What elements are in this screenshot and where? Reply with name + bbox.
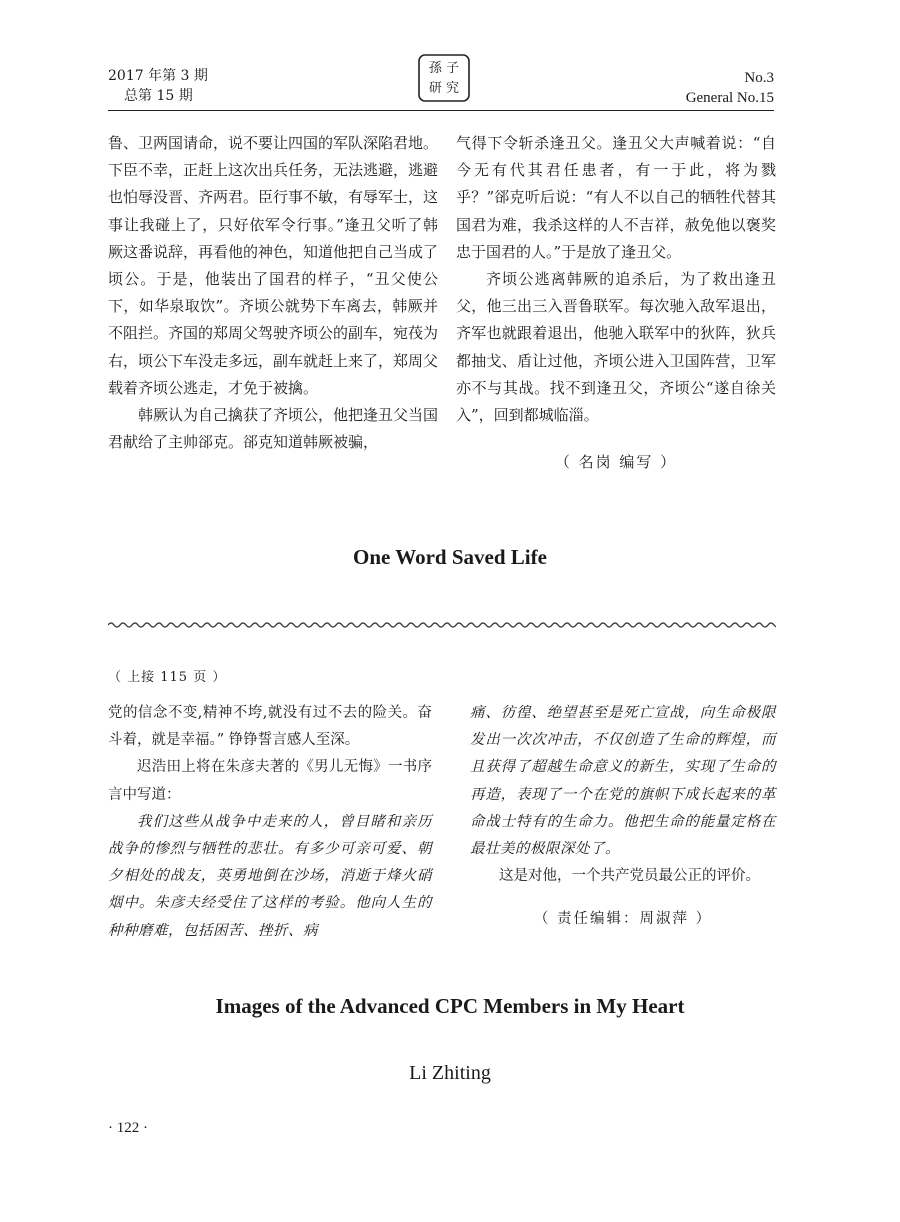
article1-column-right	[456, 130, 776, 476]
issue-total-number: 总第 15 期	[124, 88, 193, 104]
page-number: · 122 ·	[108, 1120, 148, 1136]
svg-text:研 究: 研 究	[428, 81, 460, 96]
article1-byline: （ 名岗 编写 ）	[554, 453, 678, 472]
article2-quote: 我们这些从战争中走来的人，曾目睹和亲历战争的惨烈与牺牲的悲壮。有多少可亲可爱、朝夕相处的战友，英勇地倒在沙场，消逝于烽火硝烟中。朱彦夫经受住了这样的考验。他向人生的种种磨难，包括困苦、挫折、病	[108, 813, 432, 939]
issue-no: No.3	[744, 70, 774, 86]
article1-english-title: One Word Saved Life	[353, 545, 547, 569]
article1-column-left	[108, 130, 438, 456]
article2-quote: 痛、彷徨、绝望甚至是死亡宣战，向生命极限发出一次次冲击，不仅创造了生命的辉煌，而且获得了超越生命意义的新生，实现了生命的再造，表现了一个在党的旗帜下成长起来的革命战士特有的生命力。他把生命的能量定格在最壮美的极限深处了。	[470, 705, 776, 858]
article3-author: Li Zhiting	[409, 1062, 491, 1084]
article2-paragraph: 迟浩田上将在朱彦夫著的《男儿无悔》一书序言中写道：	[108, 759, 432, 803]
wavy-divider	[108, 620, 776, 630]
article2-editor: （ 责任编辑：周淑萍 ）	[533, 911, 713, 928]
article1-paragraph: 气得下令斩杀逢丑父。逢丑父大声喊着说：“自今无有代其君任患者，有一于此，将为戮乎？”郤克听后说：“有人不以自己的牺牲代替其国君为难，我杀这样的人不吉祥，赦免他以褒奖忠于国君的人。”于是放了逢丑父。	[456, 134, 776, 261]
issue-year-number: 2017 年第 3 期	[108, 68, 208, 84]
article3-english-title: Images of the Advanced CPC Members in My Heart	[215, 994, 685, 1018]
article1-paragraph: 韩厥认为自己擒获了齐顷公，他把逢丑父当国君献给了主帅郤克。郤克知道韩厥被骗，	[108, 406, 439, 452]
issue-info-left	[108, 66, 208, 106]
page-header	[108, 60, 774, 120]
article1-paragraph: 鲁、卫两国请命，说不要让四国的军队深陷君地。下臣不幸，正赶上这次出兵任务，无法逃避，逃避也怕辱没晋、齐两君。臣行事不敏，有辱军士，这事让我碰上了，只好依军令行事。”逢丑父听了韩厥这番说辞，再看他的神色，知道他把自己当成了顷公。于是，他装出了国君的样子，“丑父使公下，如华泉取饮”。齐顷公就势下车离去，韩厥并不阻拦。齐国的郑周父驾驶齐顷公的副车，宛茷为右，顷公下车没走多远，副车就赶上来了，郑周父载着齐顷公逃走，才免于被擒。	[108, 134, 439, 397]
svg-text:孫 子: 孫 子	[428, 61, 460, 76]
continued-from-note: （ 上接 115 页 ）	[108, 670, 227, 685]
article1-paragraph: 齐顷公逃离韩厥的追杀后，为了救出逢丑父，他三出三入晋鲁联军。每次驰入敌军退出，齐军也就跟着退出，他驰入联军中的狄阵，狄兵都抽戈、盾让过他，齐顷公进入卫国阵营，卫军亦不与其战。找不到逢丑父，齐顷公“遂自徐关入”，回到都城临淄。	[456, 270, 776, 425]
issue-general-no: General No.15	[685, 90, 774, 106]
header-rule	[108, 110, 774, 111]
journal-logo-icon	[416, 52, 472, 104]
issue-info-right	[686, 68, 774, 108]
article2-column-right	[470, 700, 776, 934]
article2-paragraph: 党的信念不变,精神不垮,就没有过不去的险关。奋斗着，就是幸福。” 铮铮誓言感人至深。	[108, 705, 432, 749]
article2-paragraph: 这是对他，一个共产党员最公正的评价。	[499, 868, 760, 885]
article2-column-left	[108, 700, 432, 945]
